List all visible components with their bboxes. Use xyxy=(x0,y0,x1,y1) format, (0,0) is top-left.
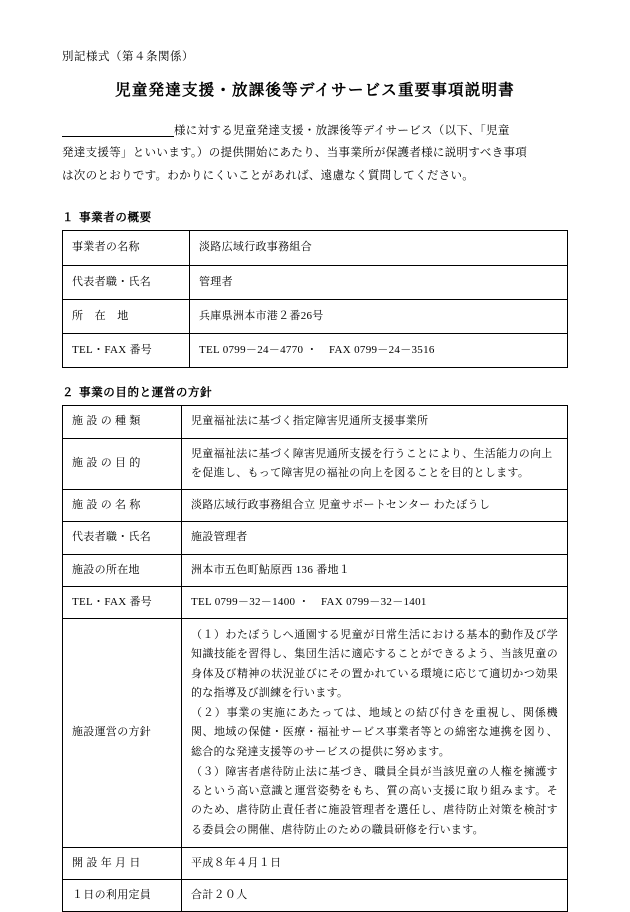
row-label: 所 在 地 xyxy=(63,299,190,333)
table-row xyxy=(63,438,568,490)
policy-item-2: （２）事業の実施にあたっては、地域との結び付きを重視し、関係機関、地域の保健・医療・福祉サービス事業者等との綿密な連携を図り、総合的な発達支援等のサービスの提供に努めます。 xyxy=(191,707,558,758)
row-label: 施 設 の 種 類 xyxy=(63,406,182,438)
row-label: 代表者職・氏名 xyxy=(63,522,182,554)
table-row xyxy=(63,299,568,333)
table-row-policy xyxy=(63,619,568,848)
intro-line-2: 発達支援等」といいます。）の提供開始にあたり、当事業所が保護者様に説明すべき事項 xyxy=(62,147,528,160)
row-value: TEL 0799－32－1400 ・ FAX 0799－32－1401 xyxy=(182,586,568,618)
policy-item-3: （３）障害者虐待防止法に基づき、職員全員が当該児童の人権を擁護するという高い意識と運営姿勢をもち、質の高い支援に取り組みます。そのため、虐待防止責任者に施設管理者を選任し、虐待防止対策を検討する委員会の開催、虐待防止のための職員研修を行います。 xyxy=(191,765,558,836)
section-2-heading xyxy=(62,384,568,400)
table-row xyxy=(63,554,568,586)
row-label: 施 設 の 目 的 xyxy=(63,438,182,490)
row-label: 代表者職・氏名 xyxy=(63,265,190,299)
row-label: １日の利用定員 xyxy=(63,880,182,912)
table-row xyxy=(63,586,568,618)
facility-info-table xyxy=(62,405,568,912)
row-label: 施 設 の 名 称 xyxy=(63,490,182,522)
table-row xyxy=(63,847,568,879)
section-1-heading xyxy=(62,209,568,225)
row-label: 施設の所在地 xyxy=(63,554,182,586)
section-2-number: ２ xyxy=(62,387,75,400)
row-value: 平成８年４月１日 xyxy=(182,847,568,879)
table-row xyxy=(63,522,568,554)
row-label: TEL・FAX 番号 xyxy=(63,334,190,368)
row-label: 事業者の名称 xyxy=(63,231,190,265)
policy-item-1: （１）わたぼうしへ通園する児童が日常生活における基本的動作及び学知識技能を習得し、集団生活に適応することができるよう、当該児童の身体及び精神の状況並びにその置かれている環境に応じて適切かつ効果的な指導及び訓練を行います。 xyxy=(191,629,558,699)
row-value: TEL 0799－24－4770 ・ FAX 0799－24－3516 xyxy=(190,334,568,368)
table-row xyxy=(63,406,568,438)
table-row xyxy=(63,265,568,299)
row-value: 淡路広域行政事務組合立 児童サポートセンター わたぼうし xyxy=(182,490,568,522)
page-title: 児童発達支援・放課後等デイサービス重要事項説明書 xyxy=(115,82,515,99)
intro-line-3: は次のとおりです。わかりにくいことがあれば、遠慮なく質問してください。 xyxy=(62,169,475,182)
section-1-title: 事業者の概要 xyxy=(79,212,152,225)
intro-line-1: 様に対する児童発達支援・放課後等デイサービス（以下、「児童 xyxy=(174,125,510,137)
intro-paragraph xyxy=(62,120,568,187)
form-number: 別記様式（第４条関係） xyxy=(62,51,194,63)
row-value: 淡路広域行政事務組合 xyxy=(190,231,568,265)
table-row xyxy=(63,880,568,912)
row-label: TEL・FAX 番号 xyxy=(63,586,182,618)
row-label: 開 設 年 月 日 xyxy=(63,847,182,879)
row-value xyxy=(182,619,568,848)
row-value: 施設管理者 xyxy=(182,522,568,554)
table-row xyxy=(63,490,568,522)
row-value: 兵庫県洲本市港２番26号 xyxy=(190,299,568,333)
row-value: 合計２０人 xyxy=(182,880,568,912)
row-value: 児童福祉法に基づく障害児通所支援を行うことにより、生活能力の向上を促進し、もって障害児の福祉の向上を図ることを目的とします。 xyxy=(182,438,568,490)
row-label: 施設運営の方針 xyxy=(63,619,182,848)
business-operator-table xyxy=(62,230,568,368)
table-row xyxy=(63,231,568,265)
table-row xyxy=(63,334,568,368)
row-value: 児童福祉法に基づく指定障害児通所支援事業所 xyxy=(182,406,568,438)
section-1-number: １ xyxy=(62,212,75,225)
row-value: 管理者 xyxy=(190,265,568,299)
row-value: 洲本市五色町鮎原西 136 番地１ xyxy=(182,554,568,586)
name-blank-field[interactable] xyxy=(62,122,174,137)
section-2-title: 事業の目的と運営の方針 xyxy=(79,387,213,400)
